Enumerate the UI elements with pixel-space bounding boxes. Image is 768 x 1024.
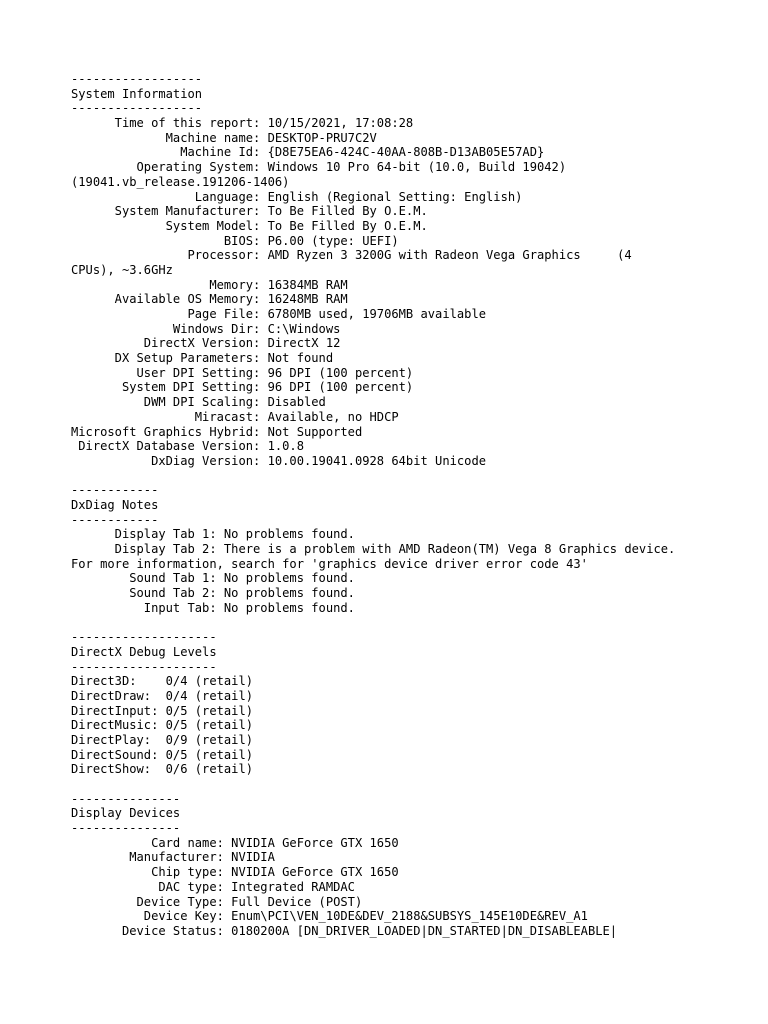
blank-line bbox=[71, 615, 761, 630]
system-manufacturer-line: System Manufacturer: To Be Filled By O.E.M. bbox=[71, 204, 428, 219]
user-dpi-line: User DPI Setting: 96 DPI (100 percent) bbox=[71, 365, 414, 380]
chip-type-line: Chip type: NVIDIA GeForce GTX 1650 bbox=[71, 865, 399, 880]
operating-system-line: Operating System: Windows 10 Pro 64-bit (10.0, Build 19042) bbox=[71, 160, 567, 175]
directshow-level-line: DirectShow: 0/6 (retail) bbox=[71, 762, 254, 777]
blank-line bbox=[71, 777, 761, 792]
dxdiag-report-page bbox=[71, 72, 761, 939]
page-file-line: Page File: 6780MB used, 19706MB available bbox=[71, 307, 487, 321]
system-model-line: System Model: To Be Filled By O.E.M. bbox=[71, 218, 428, 233]
input-tab-line: Input Tab: No problems found. bbox=[71, 600, 355, 615]
report-time-line: Time of this report: 10/15/2021, 17:08:28 bbox=[71, 116, 414, 131]
card-name-line: Card name: NVIDIA GeForce GTX 1650 bbox=[71, 835, 399, 850]
separator-line: -------------------- bbox=[71, 659, 217, 674]
directmusic-level-line: DirectMusic: 0/5 (retail) bbox=[71, 718, 254, 733]
directinput-level-line: DirectInput: 0/5 (retail) bbox=[71, 703, 254, 718]
display-tab-2-line-cont: For more information, search for 'graphics device driver error code 43' bbox=[71, 556, 588, 571]
separator-line: --------------- bbox=[71, 791, 181, 806]
sound-tab-2-line: Sound Tab 2: No problems found. bbox=[71, 586, 355, 601]
separator-line: ------------ bbox=[71, 512, 159, 527]
dxdiag-version-line: DxDiag Version: 10.00.19041.0928 64bit Unicode bbox=[71, 453, 487, 468]
directx-version-line: DirectX Version: DirectX 12 bbox=[71, 336, 341, 351]
windows-dir-line: Windows Dir: C:\Windows bbox=[71, 321, 341, 336]
system-dpi-line: System DPI Setting: 96 DPI (100 percent) bbox=[71, 380, 414, 395]
display-tab-2-line: Display Tab 2: There is a problem with AMD Radeon(TM) Vega 8 Graphics device. bbox=[71, 542, 676, 556]
display-tab-1-line: Display Tab 1: No problems found. bbox=[71, 527, 355, 542]
blank-line bbox=[71, 469, 761, 484]
dx-setup-parameters-line: DX Setup Parameters: Not found bbox=[71, 351, 334, 366]
separator-line: -------------------- bbox=[71, 630, 217, 645]
separator-line: --------------- bbox=[71, 821, 181, 836]
directdraw-level-line: DirectDraw: 0/4 (retail) bbox=[71, 688, 254, 703]
separator-line: ------------ bbox=[71, 483, 159, 498]
memory-line: Memory: 16384MB RAM bbox=[71, 277, 348, 292]
dac-type-line: DAC type: Integrated RAMDAC bbox=[71, 879, 355, 894]
machine-id-line: Machine Id: {D8E75EA6-424C-40AA-808B-D13AB05E57AD} bbox=[71, 145, 545, 160]
device-type-line: Device Type: Full Device (POST) bbox=[71, 894, 363, 909]
directx-database-line: DirectX Database Version: 1.0.8 bbox=[71, 439, 304, 454]
directplay-level-line: DirectPlay: 0/9 (retail) bbox=[71, 732, 254, 747]
machine-name-line: Machine name: DESKTOP-PRU7C2V bbox=[71, 130, 377, 145]
section-heading: Display Devices bbox=[71, 806, 181, 821]
section-dxdiag-notes bbox=[71, 483, 761, 615]
language-line: Language: English (Regional Setting: English) bbox=[71, 189, 523, 204]
separator-line: ------------------ bbox=[71, 101, 203, 116]
direct3d-level-line: Direct3D: 0/4 (retail) bbox=[71, 674, 254, 689]
miracast-line: Miracast: Available, no HDCP bbox=[71, 409, 399, 424]
processor-line: Processor: AMD Ryzen 3 3200G with Radeon Vega Graphics (4 bbox=[71, 248, 632, 263]
section-directx-debug-levels bbox=[71, 630, 761, 777]
graphics-hybrid-line: Microsoft Graphics Hybrid: Not Supported bbox=[71, 424, 363, 439]
separator-line: ------------------ bbox=[71, 72, 203, 86]
directsound-level-line: DirectSound: 0/5 (retail) bbox=[71, 747, 254, 762]
section-heading: DxDiag Notes bbox=[71, 497, 159, 512]
dwm-dpi-scaling-line: DWM DPI Scaling: Disabled bbox=[71, 395, 326, 410]
section-heading: DirectX Debug Levels bbox=[71, 644, 217, 659]
manufacturer-line: Manufacturer: NVIDIA bbox=[71, 850, 275, 865]
section-system-information bbox=[71, 72, 761, 469]
bios-line: BIOS: P6.00 (type: UEFI) bbox=[71, 233, 399, 248]
section-display-devices bbox=[71, 792, 761, 939]
operating-system-line-cont: (19041.vb_release.191206-1406) bbox=[71, 174, 290, 189]
sound-tab-1-line: Sound Tab 1: No problems found. bbox=[71, 571, 355, 586]
available-memory-line: Available OS Memory: 16248MB RAM bbox=[71, 292, 348, 307]
processor-line-cont: CPUs), ~3.6GHz bbox=[71, 262, 173, 277]
device-key-line: Device Key: Enum\PCI\VEN_10DE&DEV_2188&SUBSYS_145E10DE&REV_A1 bbox=[71, 909, 588, 924]
device-status-line: Device Status: 0180200A [DN_DRIVER_LOADED|DN_STARTED|DN_DISABLEABLE| bbox=[71, 923, 618, 938]
section-heading: System Information bbox=[71, 86, 203, 101]
